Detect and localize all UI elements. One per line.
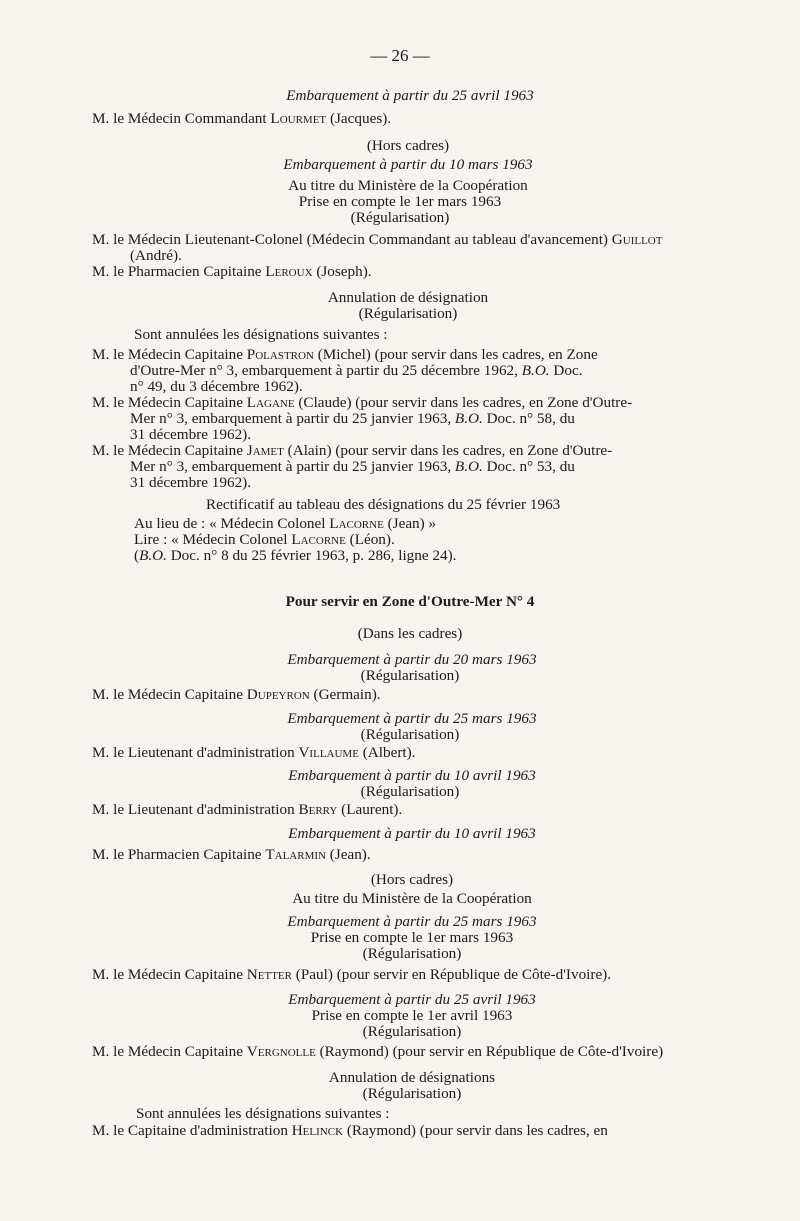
intro-text: Sont annulées les désignations suivantes : bbox=[134, 326, 388, 343]
person-name: Guillot bbox=[611, 231, 663, 248]
text-line: Au lieu de : « Médecin Colonel Lacorne (Jean) » bbox=[134, 515, 437, 532]
person-name: Lagane bbox=[246, 394, 295, 411]
regularisation-label: (Régularisation) bbox=[360, 667, 460, 684]
hors-cadres-label: (Hors cadres) bbox=[370, 871, 454, 888]
text-line: Prise en compte le 1er mars 1963 bbox=[298, 193, 502, 210]
list-item-continuation: n° 49, du 3 décembre 1962). bbox=[130, 378, 303, 395]
person-name: Netter bbox=[246, 966, 292, 983]
section-heading: Embarquement à partir du 10 mars 1963 bbox=[283, 156, 533, 173]
text-line: Prise en compte le 1er mars 1963 bbox=[310, 929, 514, 946]
text-line: Prise en compte le 1er avril 1963 bbox=[311, 1007, 513, 1024]
list-item-continuation: Mer n° 3, embarquement à partir du 25 janvier 1963, B.O. Doc. n° 58, du bbox=[130, 410, 575, 427]
text-line: Au titre du Ministère de la Coopération bbox=[288, 177, 528, 194]
regularisation-label: (Régularisation) bbox=[360, 726, 460, 743]
dans-cadres-label: (Dans les cadres) bbox=[357, 625, 463, 642]
person-name: Lourmet bbox=[270, 110, 327, 127]
section-heading: Embarquement à partir du 25 avril 1963 bbox=[286, 87, 534, 104]
person-name: Lacorne bbox=[329, 515, 384, 532]
section-heading: Embarquement à partir du 20 mars 1963 bbox=[287, 651, 537, 668]
list-item: M. le Médecin Capitaine Polastron (Michel) (pour servir dans les cadres, en Zone bbox=[92, 346, 598, 363]
list-item: M. le Lieutenant d'administration Villaume (Albert). bbox=[92, 744, 416, 761]
person-name: Helinck bbox=[291, 1122, 344, 1139]
section-title: Rectificatif au tableau des désignations du 25 février 1963 bbox=[206, 496, 561, 513]
section-heading: Embarquement à partir du 10 avril 1963 bbox=[288, 825, 536, 842]
text-line: (Régularisation) bbox=[350, 209, 450, 226]
list-item-continuation: (André). bbox=[130, 247, 182, 264]
section-heading: Embarquement à partir du 25 mars 1963 bbox=[287, 913, 537, 930]
list-item-continuation: d'Outre-Mer n° 3, embarquement à partir du 25 décembre 1962, B.O. Doc. bbox=[130, 362, 583, 379]
section-subtitle: (Régularisation) bbox=[358, 305, 458, 322]
section-heading: Embarquement à partir du 25 mars 1963 bbox=[287, 710, 537, 727]
text-line: (B.O. Doc. n° 8 du 25 février 1963, p. 286, ligne 24). bbox=[134, 547, 457, 564]
person-name: Polastron bbox=[246, 346, 314, 363]
list-item: M. le Capitaine d'administration Helinck (Raymond) (pour servir dans les cadres, en bbox=[92, 1122, 608, 1139]
regularisation-label: (Régularisation) bbox=[362, 945, 462, 962]
section-heading: Embarquement à partir du 10 avril 1963 bbox=[288, 767, 536, 784]
person-name: Leroux bbox=[265, 263, 313, 280]
list-item: M. le Pharmacien Capitaine Leroux (Joseph). bbox=[92, 263, 372, 280]
person-name: Dupeyron bbox=[246, 686, 310, 703]
hors-cadres-label: (Hors cadres) bbox=[366, 137, 450, 154]
person-name: Berry bbox=[298, 801, 338, 818]
list-item: M. le Médecin Capitaine Dupeyron (Germain). bbox=[92, 686, 381, 703]
intro-text: Sont annulées les désignations suivantes : bbox=[136, 1105, 390, 1122]
text-line: Lire : « Médecin Colonel Lacorne (Léon). bbox=[134, 531, 395, 548]
section-subtitle: (Régularisation) bbox=[362, 1085, 462, 1102]
person-name: Lacorne bbox=[291, 531, 346, 548]
regularisation-label: (Régularisation) bbox=[362, 1023, 462, 1040]
list-item-continuation: 31 décembre 1962). bbox=[130, 426, 252, 443]
person-name: Talarmin bbox=[265, 846, 326, 863]
list-item: M. le Médecin Capitaine Netter (Paul) (pour servir en République de Côte-d'Ivoire). bbox=[92, 966, 612, 983]
list-item-continuation: Mer n° 3, embarquement à partir du 25 janvier 1963, B.O. Doc. n° 53, du bbox=[130, 458, 575, 475]
list-item: M. le Pharmacien Capitaine Talarmin (Jean). bbox=[92, 846, 371, 863]
text-line: Au titre du Ministère de la Coopération bbox=[292, 890, 532, 907]
list-item: M. le Médecin Capitaine Vergnolle (Raymond) (pour servir en République de Côte-d'Ivoire) bbox=[92, 1043, 664, 1060]
section-title: Annulation de désignations bbox=[328, 1069, 496, 1086]
list-item: M. le Lieutenant d'administration Berry (Laurent). bbox=[92, 801, 403, 818]
section-heading: Embarquement à partir du 25 avril 1963 bbox=[288, 991, 536, 1008]
regularisation-label: (Régularisation) bbox=[360, 783, 460, 800]
list-item: M. le Médecin Capitaine Jamet (Alain) (pour servir dans les cadres, en Zone d'Outre- bbox=[92, 442, 613, 459]
person-name: Jamet bbox=[246, 442, 284, 459]
page-number: — 26 — bbox=[370, 46, 430, 65]
person-name: Villaume bbox=[298, 744, 359, 761]
list-item: M. le Médecin Lieutenant-Colonel (Médecin Commandant au tableau d'avancement) Guillot bbox=[92, 231, 663, 248]
list-item: M. le Médecin Commandant Lourmet (Jacques). bbox=[92, 110, 392, 127]
list-item-continuation: 31 décembre 1962). bbox=[130, 474, 252, 491]
person-name: Vergnolle bbox=[246, 1043, 316, 1060]
section-title: Pour servir en Zone d'Outre-Mer N° 4 bbox=[285, 593, 535, 610]
list-item: M. le Médecin Capitaine Lagane (Claude) (pour servir dans les cadres, en Zone d'Outre- bbox=[92, 394, 633, 411]
section-title: Annulation de désignation bbox=[327, 289, 489, 306]
